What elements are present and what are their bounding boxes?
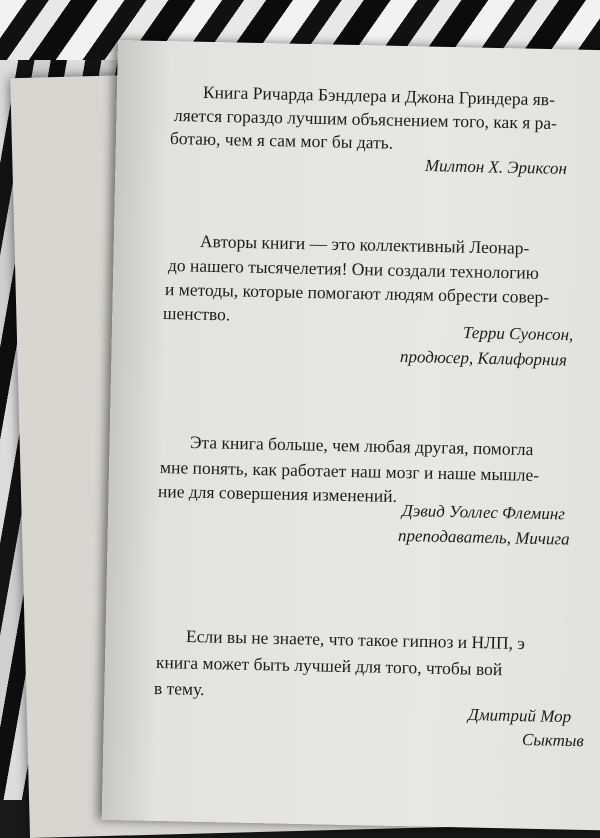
quote-author-title: Сыктыв	[521, 730, 584, 751]
quote-author: Дмитрий Мор	[467, 705, 572, 727]
quote-line: и методы, которые помогают людям обрести совер-	[164, 279, 550, 308]
quote-line: книга может быть лучшей для того, чтобы вой	[155, 652, 503, 680]
quote-line: Книга Ричарда Бэндлера и Джона Гриндера яв-	[202, 82, 556, 110]
quote-author: Дэвид Уоллес Флеминг	[401, 501, 566, 524]
quote-author: Милтон Х. Эриксон	[424, 156, 568, 178]
quote-line: Авторы книги — это коллективный Леонар-	[199, 231, 530, 258]
quote-author-title: продюсер, Калифорния	[399, 347, 568, 370]
quote-author: Терри Суонсон,	[462, 323, 574, 345]
quote-line: ботаю, чем я сам мог бы дать.	[169, 128, 394, 153]
quote-line: шенство.	[162, 303, 231, 325]
quote-line: в тему.	[153, 678, 205, 700]
quote-line: мне понять, как работает наш мозг и наше мышле-	[159, 457, 540, 485]
quote-line: Эта книга больше, чем любая другая, помогла	[189, 432, 534, 460]
quote-author-title: преподаватель, Мичига	[397, 526, 570, 549]
quote-line: ляется гораздо лучшим объяснением того, как я ра-	[173, 105, 558, 134]
quote-line: ние для совершения изменений.	[157, 481, 398, 507]
quote-line: до нашего тысячелетия! Они создали технологию	[167, 255, 540, 283]
quote-line: Если вы не знаете, что такое гипноз и НЛП, э	[185, 626, 526, 654]
